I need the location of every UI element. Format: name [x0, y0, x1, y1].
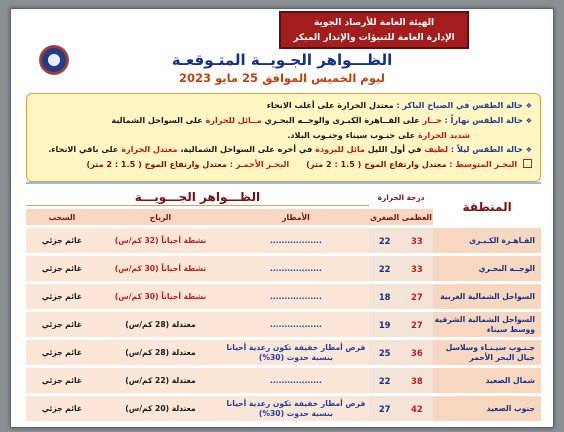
wind-value: معتدلة (22 كم/س) — [98, 368, 223, 393]
region-name: جـنـوب سيـنـاء وسلاسل جبال البحر الأحمر — [433, 340, 541, 365]
rain-value: .................. — [223, 256, 369, 281]
wind-value: نشطة أحياناً (32 كم/س) — [114, 236, 207, 245]
cloud-value: غائم جزئي — [26, 396, 98, 421]
temp-max: 27 — [401, 284, 434, 309]
table-row — [26, 256, 541, 281]
wind-value: معتدلة (28 كم/س) — [98, 340, 223, 365]
wind-value: معتدلة (20 كم/س) — [98, 396, 223, 421]
temp-min: 22 — [369, 228, 401, 253]
header-phenomena: الظـــواهر الجـــويـــة — [26, 189, 369, 206]
wind-value: نشطة أحياناً (30 كم/س) — [114, 264, 207, 273]
temp-min: 25 — [369, 340, 401, 365]
table-row — [26, 368, 541, 393]
bullet-icon: ❖ — [525, 117, 532, 125]
org-line-1: الهيئة العامة للأرصاد الجوية — [313, 18, 435, 28]
table-row — [26, 228, 541, 253]
temp-max: 33 — [401, 228, 434, 253]
temp-max: 42 — [401, 396, 434, 421]
forecast-date: ليوم الخميس الموافق 25 مايو 2023 — [179, 71, 385, 85]
wind-value: نشطة أحياناً (30 كم/س) — [114, 292, 207, 301]
checkbox-icon — [523, 159, 532, 168]
summary-night: ❖ حالة الطقس ليلاً : لطيف في أول الليل مائل للبرودة في أخره على السواحل الشمالية، معتدل الحرارة على باقي الانحاء. — [48, 144, 532, 154]
header-max: العظمى — [401, 209, 434, 225]
table-row — [26, 284, 541, 309]
table-row — [26, 312, 541, 337]
cloud-value: غائم جزئي — [26, 340, 98, 365]
page-title: الظـــواهر الجـويــة المتـوقعـة — [171, 51, 393, 69]
region-name: القـاهـرة الكـبـرى — [433, 228, 541, 253]
header-rain: الأمطار — [223, 209, 369, 225]
rain-value: .................. — [223, 284, 369, 309]
bullet-icon: ❖ — [525, 102, 532, 110]
summary-day-2: شديد الحرارة على جنـوب سيناء وجنـوب البلاد. — [287, 130, 470, 140]
temp-min: 22 — [369, 368, 401, 393]
region-name: جنوب الصعيد — [433, 396, 541, 421]
temp-min: 19 — [369, 312, 401, 337]
region-name: شمال الصعيد — [433, 368, 541, 393]
table-row — [26, 340, 541, 365]
temp-min: 18 — [369, 284, 401, 309]
bullet-icon: ❖ — [525, 146, 532, 154]
organization-box — [279, 11, 469, 49]
rain-value: .................. — [223, 312, 369, 337]
header-clouds: السحب — [26, 209, 98, 225]
org-line-2: الإدارة العامة للتنبؤات والإنذار المبكر — [293, 33, 455, 43]
header-temperature: درجة الحرارة — [377, 193, 425, 202]
cloud-value: غائم جزئي — [26, 228, 98, 253]
cloud-value: غائم جزئي — [26, 256, 98, 281]
temp-max: 36 — [401, 340, 434, 365]
temp-min: 27 — [369, 396, 401, 421]
temp-max: 27 — [401, 312, 434, 337]
wind-value: معتدلة (28 كم/س) — [98, 312, 223, 337]
cloud-value: غائم جزئي — [26, 312, 98, 337]
rain-value: .................. — [223, 228, 369, 253]
table-row — [26, 396, 541, 421]
region-name: السواحل الشمالية الغربية — [433, 284, 541, 309]
header-wind: الرياح — [98, 209, 223, 225]
summary-morning: ❖ حالة الطقس في الصباح الباكر : معتدل الحرارة على أغلب الانحاء — [266, 100, 532, 110]
temp-max: 33 — [401, 256, 434, 281]
rain-value: فرص أمطار خفيفة تكون رعدية أحيانا بنسبة حدوث (30%) — [223, 396, 369, 421]
rain-value: فرص أمطار خفيفة تكون رعدية أحيانا بنسبة حدوث (30%) — [223, 340, 369, 365]
temp-max: 38 — [401, 368, 434, 393]
region-name: السواحل الشمالية الشرقية ووسط سيناء — [433, 312, 541, 337]
header-region: المنطقة — [462, 200, 512, 214]
forecast-table — [26, 186, 541, 424]
header-min: الصغرى — [369, 209, 401, 225]
summary-seas: البحـر المتوسط : معتدل وارتفاع الموج ( 1.5 : 2 متر) البحـر الأحمـر : معتدل وارتفاع الموج ( 1.5 : 2 متر) — [35, 157, 532, 171]
weather-summary — [26, 93, 541, 182]
bulletin-frame — [10, 8, 554, 428]
cloud-value: غائم جزئي — [26, 284, 98, 309]
divider — [26, 182, 541, 184]
region-name: الوجــه البحـري — [433, 256, 541, 281]
cloud-value: غائم جزئي — [26, 368, 98, 393]
rain-value: .................. — [223, 368, 369, 393]
summary-day-1: ❖ حالة الطقس نهاراً : حــار على القــاهرة الكبـرى والوجــه البحـري مــائل للحرارة على السواحل الشمالية — [111, 115, 532, 125]
temp-min: 22 — [369, 256, 401, 281]
